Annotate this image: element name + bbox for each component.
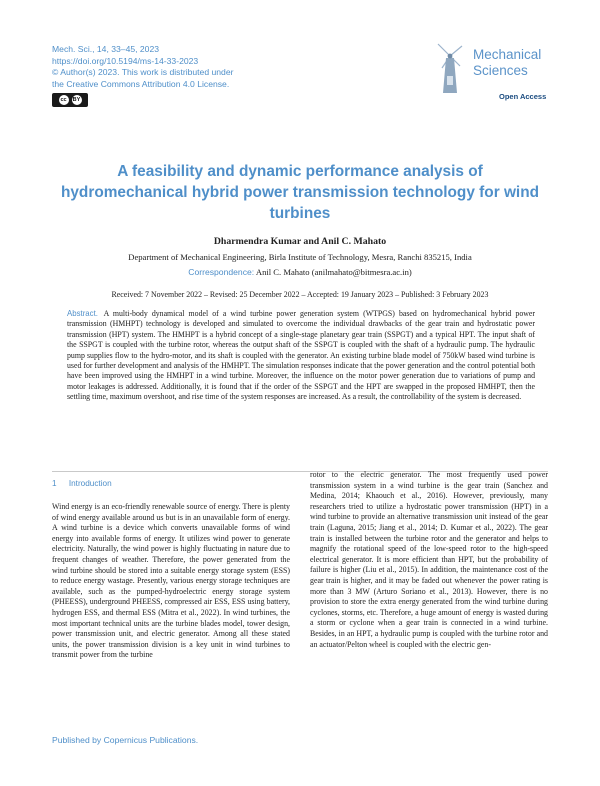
section-title: Introduction [68, 479, 112, 488]
citation: Mech. Sci., 14, 33–45, 2023 [52, 44, 160, 54]
abstract-label: Abstract. [67, 309, 98, 318]
correspondence-text[interactable]: Anil C. Mahato (anilmahato@bitmesra.ac.in) [255, 267, 412, 277]
paper-title: A feasibility and dynamic performance analysis of hydromechanical hybrid power transmission technology for wind turbines [60, 163, 540, 222]
journal-name-line: Sciences [473, 63, 528, 78]
body-column-right: rotor to the electric generator. The most frequently used power transmission system in a wind turbine is the gear train (Sanchez and Medina, 2014; Khaouch et al., 2016). However, previously, many researchers tried to utilize a hydrostatic power transmission (HPT) in a wind turbine to provide an alternative transmission unit instead of the gear train (Laguna, 2015; Jiang et al., 2014; D. Kumar et al., 2022). The gear train is installed between the turbine rotor and the generator and helps to magnify the rotational speed of the low-speed rotor to the high-speed electrical generator. It is more efficient than HPT, but the probability of failure is higher (Liu et al., 2015). In addition, the maintenance cost of the gear train is higher, and it may be faded out whenever the power rating is more than 3 MW (Arturo Soriano et al., 2013). However, there is no provision to store the extra energy generated from the wind turbine during cyclones, storms, etc. Therefore, a huge amount of energy is wasted during a storm or cyclone when a gear train is connected in a wind turbine. Besides, in an HPT, a hydraulic pump is coupled with the turbine rotor and an actuator/Pelton wheel is coupled with the electric gen- [310, 470, 548, 649]
publisher-footer: Published by Copernicus Publications. [52, 735, 199, 745]
open-access-label: Open Access [499, 92, 547, 101]
body-column-left: Wind energy is an eco-friendly renewable source of energy. There is plenty of wind energy available around us but is in an unavailable form of energy. A wind turbine is a device which converts unavailable forms of wind energy into available forms of energy. It utilizes wind power to generate electricity. Naturally, the wind power is highly fluctuating in nature due to frequent changes of weather. Therefore, the power generated from the wind turbine should be stored into a suitable energy storage system (ESS) to reduce energy wastage. Presently, various energy storage techniques are available, such as the pumped-hydroelectric energy storage system (PHEESS), underground PHEESS, compressed air ESS, ESS using battery, hydrogen ESS, and thermal ESS (Mitra et al., 2022). In wind turbines, the most important technical units are the turbine blades model, tower design, power transmission unit, and electric generator. Among all these stated units, the power transmission division is a key unit in wind turbines to transmit power from the turbine [52, 502, 290, 660]
authors: Dharmendra Kumar and Anil C. Mahato [213, 236, 387, 247]
article-meta [52, 44, 233, 90]
correspondence-label: Correspondence: [188, 267, 255, 277]
abstract [67, 309, 535, 403]
abstract-text: A multi-body dynamical model of a wind turbine power generation system (WTPGS) based on hydromechanical hybrid power transmission (HMHPT) technology is developed and simulated to overcome the individual drawbacks of the gear train and hydrostatic power transmission (HPT) system. The HMHPT is a hybrid concept of a single-stage planetary gear train (SSPGT) and a typical HPT. The input shaft of the SSPGT is coupled with the turbine rotor, whereas the output shaft of the SSPGT is coupled with the shaft of a hydraulic pump. The hydraulic pump supplies flow to the hydro-motor, and its shaft is coupled with the generator. An existing turbine blade model of 750kW based wind turbine is used for further development and analysis of the HMHPT. The simulation responses indicate that the power generation and the control potential both have been improved using the HMHPT in a wind turbine. Moreover, the influence on the motor power generation due to variations of pump and motor leakages is addressed. Additionally, it is found that if the order of the SSPGT and the HPT are swapped in the proposed HMHPT, then the settling time, maximum overshoot, and rise time of the system responses are increased. As a result, the controllability of the system is decreased. [67, 309, 535, 402]
correspondence [0, 267, 600, 277]
by-icon: BY [72, 97, 81, 103]
section-number: 1 [52, 479, 57, 488]
cc-by-badge[interactable] [52, 93, 88, 107]
license-line: © Author(s) 2023. This work is distributed under [52, 67, 234, 78]
affiliation: Department of Mechanical Engineering, Birla Institute of Technology, Mesra, Ranchi 835215, India [128, 252, 472, 262]
publication-dates: Received: 7 November 2022 – Revised: 25 December 2022 – Accepted: 19 January 2023 – Published: 3 February 2023 [111, 290, 489, 299]
cc-icon: cc [60, 97, 67, 103]
section-heading [52, 479, 112, 488]
license-line[interactable]: the Creative Commons Attribution 4.0 License. [52, 78, 230, 89]
doi-link[interactable]: https://doi.org/10.5194/ms-14-33-2023 [52, 55, 199, 66]
journal-name [473, 47, 541, 79]
journal-name-line: Mechanical [473, 47, 542, 62]
